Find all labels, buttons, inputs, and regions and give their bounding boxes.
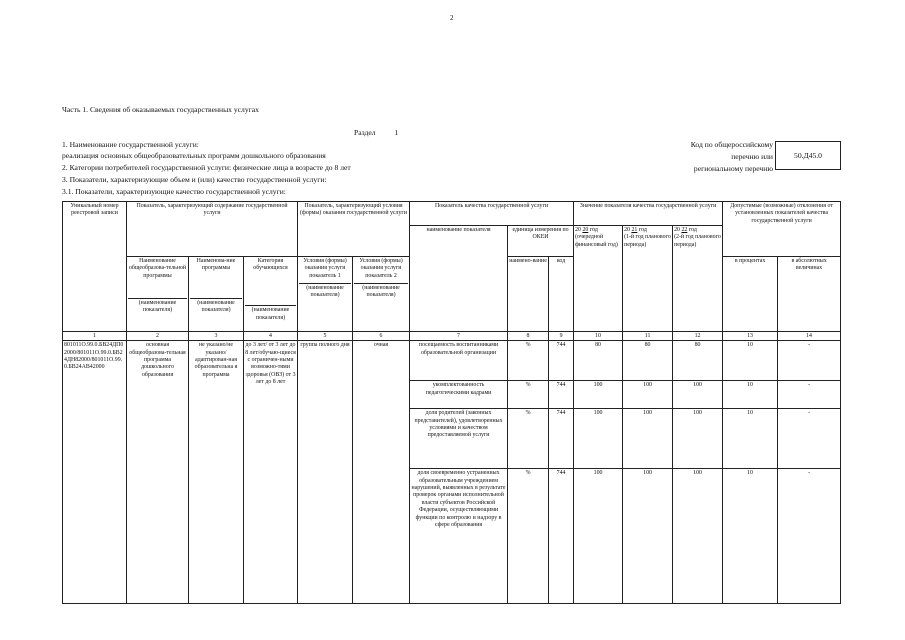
row-indicator: доля родителей (законных представителей), удовлетворенных условиями и качеством предоставляемой услуги — [410, 409, 508, 469]
header-year2: 20 21 год (1-й год планового периода) — [623, 225, 673, 331]
item1-value: реализация основных общеобразовательных программ дошкольного образования — [62, 151, 326, 160]
header-values-group: Значение показателя качества государственной услуги — [574, 202, 723, 226]
record-cond1: группа полного дня — [298, 341, 353, 604]
header-conditions-group: Показатель, характеризующий условия (формы) оказания государственной услуги — [298, 202, 410, 226]
section-label: Раздел — [354, 128, 376, 137]
section-number: 1 — [394, 128, 399, 137]
header-program-type: Наименова-ние программы (наименование показателя) — [189, 256, 244, 331]
header-cond2: Условия (формы) оказания услуги показатель 2 (наименование показателя) — [353, 256, 410, 331]
header-in-percent: в процентах — [723, 256, 778, 331]
row-indicator: доля своевременно устраненных образовательным учреждением нарушений, выявленных в результате проверок органами исполнительной власти субъектов Российской Федерации, осуществляющими функции по контролю и надзору в сфере образования — [410, 469, 508, 604]
code-label-1: Код по общероссийскому — [690, 140, 773, 149]
header-unit-name: наимено-вание — [508, 256, 549, 331]
header-quality-group: Показатель качества государственной услуги — [410, 202, 574, 226]
header-in-absolute: в абсолютных величинах — [778, 256, 841, 331]
part-title: Часть 1. Сведения об оказываемых государственных услугах — [62, 105, 259, 114]
quality-table — [62, 201, 841, 604]
header-unit-group: единица измерения по ОКЕИ — [508, 225, 574, 256]
header-unit-code: код — [549, 256, 574, 331]
table-row: доля своевременно устраненных образовательным учреждением нарушений, выявленных в результате проверок органами исполнительной власти субъектов Российской Федерации, осуществляющими функции по контролю и надзору в сфере образования % 744 100 100 100 10 - — [63, 469, 841, 604]
record-cond2: очная — [353, 341, 410, 604]
header-deviation-group: Допустимые (возможные) отклонения от установленных показателей качества государственной услуги — [723, 202, 841, 226]
code-box: 50.Д45.0 — [775, 141, 841, 170]
header-program-name: Наименование общеобразова-тельной программы (наименование показателя) — [127, 256, 189, 331]
column-numbers-row: 1 2 3 4 5 6 7 8 9 10 11 12 13 14 — [63, 331, 841, 340]
header-year1: 20 20 год (очередной финансовый год) — [574, 225, 623, 331]
record-category: до 3 лет/ от 3 лет до 8 лет/обучаю-щиеся с ограничен-ными возможно-тями здоровья (ОВЗ) от 3 лет до 8 лет — [244, 341, 298, 604]
page-number: 2 — [450, 14, 454, 22]
table-row: 801011О.99.0.БВ24ДП02000/801011О.99.0.БВ24ДН82000/801011О.99.0.БВ24АВ42000 основная общеобразова-тельная программа дошкольного образования не указано/не указано/ адаптирован-ная образовательна я программа до 3 лет/ от 3 лет до 8 лет/обучаю-щиеся с ограничен-ными возможно-тями здоровья (ОВЗ) от 3 лет до 8 лет группа полного дня очная посещаемость воспитанниками образовательной организации % 744 80 80 80 10 - — [63, 341, 841, 381]
header-year3: 20 22 год (2-й год планового периода) — [673, 225, 723, 331]
item31: 3.1. Показатели, характеризующие качество государственной услуги: — [62, 187, 286, 196]
row-indicator: посещаемость воспитанниками образовательной организации — [410, 341, 508, 381]
item3: 3. Показатели, характеризующие объем и (или) качество государственной услуги: — [62, 175, 327, 184]
section-heading — [354, 128, 398, 139]
header-category: Категория обучающихся (наименование показателя) — [244, 256, 298, 331]
code-label-3: региональному перечню — [693, 164, 773, 173]
table-row: доля родителей (законных представителей), удовлетворенных условиями и качеством предоставляемой услуги % 744 100 100 100 10 - — [63, 409, 841, 469]
item1-label: 1. Наименование государственной услуги: — [62, 140, 199, 149]
record-program-type: не указано/не указано/ адаптирован-ная образовательна я программа — [189, 341, 244, 604]
header-unique-number: Уникальный номер реестровой записи — [63, 202, 127, 332]
record-unique-number: 801011О.99.0.БВ24ДП02000/801011О.99.0.БВ24ДН82000/801011О.99.0.БВ24АВ42000 — [63, 341, 127, 604]
item2: 2. Категории потребителей государственной услуги: физические лица в возрасте до 8 лет — [62, 163, 351, 172]
code-label-2: перечню или — [731, 152, 773, 161]
row-indicator: укомплектованность педагогическими кадрами — [410, 381, 508, 409]
table-row: укомплектованность педагогическими кадрами % 744 100 100 100 10 - — [63, 381, 841, 409]
header-indicator-name: наименование показателя — [410, 225, 508, 331]
header-cond1: Условия (формы) оказания услуги показатель 1 (наименование показателя) — [298, 256, 353, 331]
record-program-name: основная общеобразова-тельная программа дошкольного образования — [127, 341, 189, 604]
header-content-group: Показатель, характеризующий содержание государственной услуги — [127, 202, 298, 226]
